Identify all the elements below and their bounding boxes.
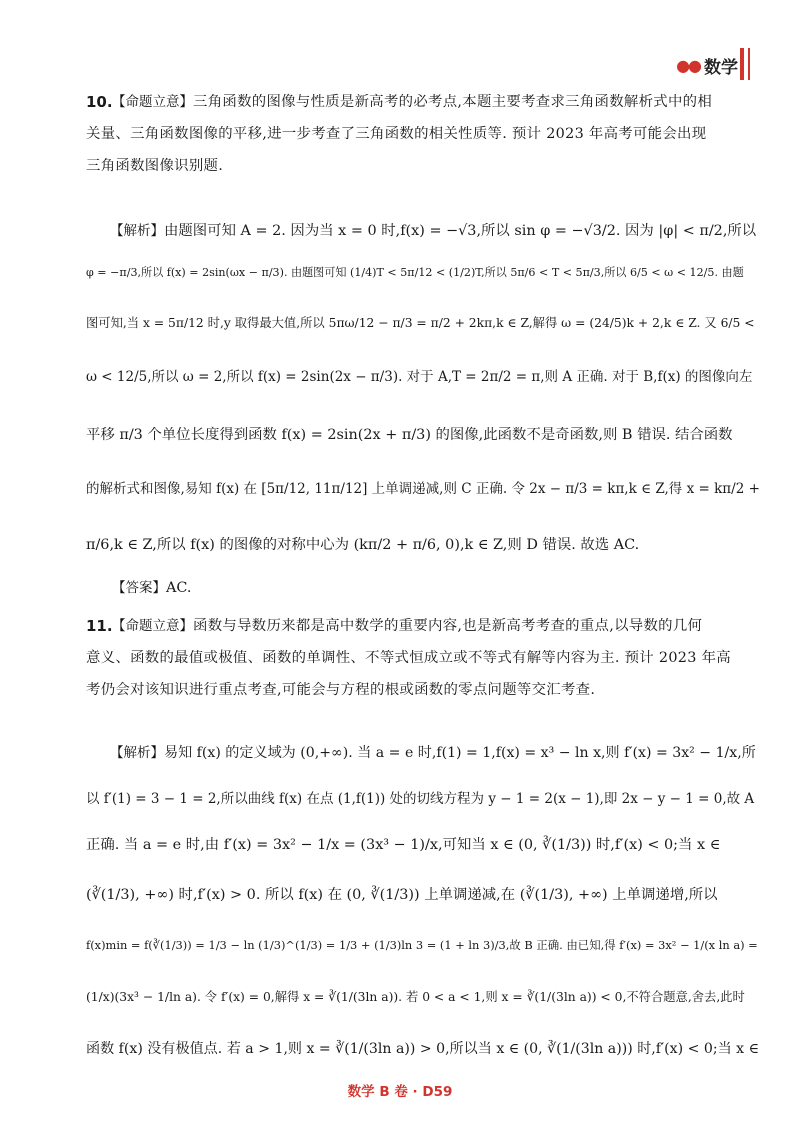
answer-tag: 【答案】 — [112, 580, 166, 596]
analysis-tag: 【解析】 — [110, 745, 164, 761]
analysis-line: 以 f′(1) = 3 − 1 = 2,所以曲线 f(x) 在点 (1,f(1)) 处的切线方程为 y − 1 = 2(x − 1),即 2x − y − 1 = 0,故 A — [86, 791, 755, 807]
intent-line: 关量、三角函数图像的平移,进一步考查了三角函数的相关性质等. 预计 2023 年高考可能会出现 — [86, 126, 707, 142]
intent-line: 意义、函数的最值或极值、函数的单调性、不等式恒成立或不等式有解等内容为主. 预计 2023 年高 — [86, 650, 731, 666]
intent-tag: 【命题立意】 — [112, 94, 193, 110]
analysis-line: π/6,k ∈ Z,所以 f(x) 的图像的对称中心为 (kπ/2 + π/6, 0),k ∈ Z,则 D 错误. 故选 AC. — [86, 537, 640, 553]
analysis-line: 的解析式和图像,易知 f(x) 在 [5π/12, 11π/12] 上单调递减,则 C 正确. 令 2x − π/3 = kπ,k ∈ Z,得 x = kπ/2 + — [86, 481, 760, 497]
analysis-line: 函数 f(x) 没有极值点. 若 a > 1,则 x = ∛(1/(3ln a)) > 0,所以当 x ∈ (0, ∛(1/(3ln a))) 时,f′(x) < 0;当 x ∈ — [86, 1041, 760, 1057]
analysis-line: 图可知,当 x = 5π/12 时,y 取得最大值,所以 5πω/12 − π/3 = π/2 + 2kπ,k ∈ Z,解得 ω = (24/5)k + 2,k ∈ Z. 又 6/5 < — [86, 316, 755, 330]
analysis-line — [110, 208, 757, 254]
intent-line: 三角函数的图像与性质是新高考的必考点,本题主要考查求三角函数解析式中的相 — [193, 94, 713, 110]
analysis-line: 正确. 当 a = e 时,由 f′(x) = 3x² − 1/x = (3x³ − 1)/x,可知当 x ∈ (0, ∛(1/3)) 时,f′(x) < 0;当 x ∈ — [86, 837, 721, 853]
question-11-number: 11. — [86, 617, 113, 635]
decorative-dots-icon: ●● — [676, 55, 700, 75]
intent-line: 三角函数图像识别题. — [86, 158, 224, 174]
intent-tag: 【命题立意】 — [112, 618, 193, 634]
analysis-line: (1/x)(3x³ − 1/ln a). 令 f′(x) = 0,解得 x = ∛(1/(3ln a)). 若 0 < a < 1,则 x = ∛(1/(3ln a)) < 0,不符合题意,舍去,此时 — [86, 990, 745, 1004]
analysis-text: 易知 f(x) 的定义域为 (0,+∞). 当 a = e 时,f(1) = 1,f(x) = x³ − ln x,则 f′(x) = 3x² − 1/x,所 — [164, 745, 756, 761]
analysis-tag: 【解析】 — [110, 223, 164, 239]
analysis-line: φ = −π/3,所以 f(x) = 2sin(ωx − π/3). 由题图可知 (1/4)T < 5π/12 < (1/2)T,所以 5π/6 < T < 5π/3,所以 6/5 < ω < 12/5. 由题 — [86, 266, 744, 279]
question-10-number: 10. — [86, 93, 113, 111]
analysis-line: (∛(1/3), +∞) 时,f′(x) > 0. 所以 f(x) 在 (0, ∛(1/3)) 上单调递减,在 (∛(1/3), +∞) 上单调递增,所以 — [86, 887, 718, 903]
subject-badge — [676, 52, 738, 78]
analysis-line: 平移 π/3 个单位长度得到函数 f(x) = 2sin(2x + π/3) 的图像,此函数不是奇函数,则 B 错误. 结合函数 — [86, 427, 733, 443]
analysis-line: f(x)min = f(∛(1/3)) = 1/3 − ln (1/3)^(1/3) = 1/3 + (1/3)ln 3 = (1 + ln 3)/3,故 B 正确. 由已知,得 f′(x) = 3x² − 1/(x ln a) = — [86, 938, 758, 952]
analysis-line: ω < 12/5,所以 ω = 2,所以 f(x) = 2sin(2x − π/3). 对于 A,T = 2π/2 = π,则 A 正确. 对于 B,f(x) 的图像向左 — [86, 369, 753, 385]
analysis-line — [110, 730, 756, 776]
page-footer: 数学 B 卷 · D59 — [347, 1084, 453, 1100]
question-10-answer — [112, 572, 191, 604]
intent-line: 考仍会对该知识进行重点考查,可能会与方程的根或函数的零点问题等交汇考查. — [86, 682, 596, 698]
answer-value: AC. — [166, 580, 192, 596]
analysis-text: 由题图可知 A = 2. 因为当 x = 0 时,f(x) = −√3,所以 sin φ = −√3/2. 因为 |φ| < π/2,所以 — [164, 223, 757, 239]
header-divider-thin — [748, 48, 750, 80]
header-divider — [740, 48, 744, 80]
subject-title: 数学 — [704, 57, 738, 78]
intent-line: 函数与导数历来都是高中数学的重要内容,也是新高考考查的重点,以导数的几何 — [193, 618, 703, 634]
